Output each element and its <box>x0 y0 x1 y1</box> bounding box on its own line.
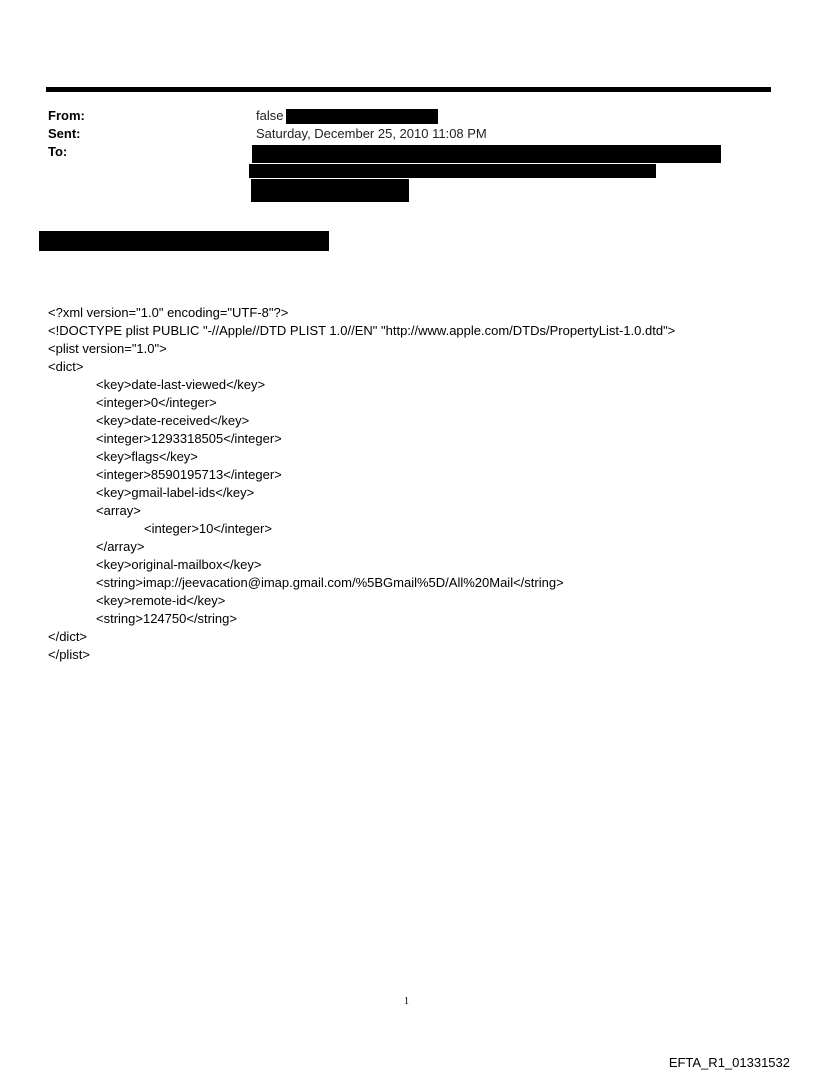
body-line: <array> <box>96 503 141 518</box>
redaction-to-line-2 <box>249 164 656 178</box>
page-number: 1 <box>404 996 409 1007</box>
body-line: <integer>0</integer> <box>96 395 217 410</box>
body-line: <?xml version="1.0" encoding="UTF-8"?> <box>48 305 289 320</box>
header-divider <box>46 87 771 92</box>
body-line: <key>flags</key> <box>96 449 198 464</box>
body-line: <key>gmail-label-ids</key> <box>96 485 255 500</box>
from-label: From: <box>48 108 85 123</box>
body-line: <key>date-received</key> <box>96 413 250 428</box>
body-line: </array> <box>96 539 145 554</box>
sent-value: Saturday, December 25, 2010 11:08 PM <box>256 126 487 141</box>
sent-label: Sent: <box>48 126 81 141</box>
body-line: <key>original-mailbox</key> <box>96 557 262 572</box>
redaction-to-line-3 <box>251 179 409 202</box>
body-line: <dict> <box>48 359 84 374</box>
body-line: <string>imap://jeevacation@imap.gmail.com/%5BGmail%5D/All%20Mail</string> <box>96 575 564 590</box>
body-line: </dict> <box>48 629 88 644</box>
body-line: <string>124750</string> <box>96 611 237 626</box>
body-line: <key>remote-id</key> <box>96 593 226 608</box>
bates-number: EFTA_R1_01331532 <box>668 1055 790 1070</box>
to-label: To: <box>48 144 68 159</box>
body-line: <integer>10</integer> <box>144 521 272 536</box>
body-line: <integer>8590195713</integer> <box>96 467 282 482</box>
from-value: false <box>256 108 284 123</box>
redaction-to-line-1 <box>252 145 721 163</box>
body-line: <plist version="1.0"> <box>48 341 167 356</box>
body-line: <!DOCTYPE plist PUBLIC "-//Apple//DTD PLIST 1.0//EN" "http://www.apple.com/DTDs/PropertyList-1.0.dtd"> <box>48 323 676 338</box>
message-body <box>48 304 675 664</box>
body-line: <key>date-last-viewed</key> <box>96 377 266 392</box>
body-line: </plist> <box>48 647 90 662</box>
redaction-subject <box>39 231 329 251</box>
body-line: <integer>1293318505</integer> <box>96 431 282 446</box>
redaction-from-address <box>286 109 438 124</box>
